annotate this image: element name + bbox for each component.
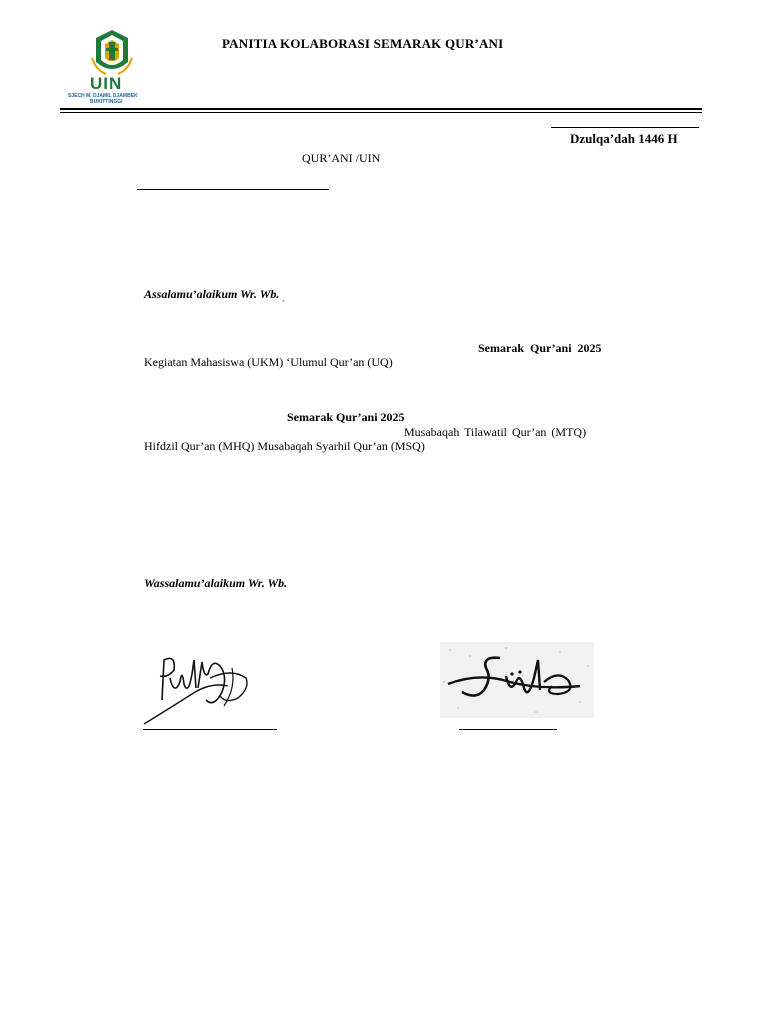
letterhead-rule-thin — [60, 112, 702, 113]
logo-subtitle: SJECH M. DJAMIL DJAMBEK — [68, 93, 138, 99]
paragraph1-event-name: Semarak Qur’ani 2025 — [478, 341, 602, 355]
recipient-underline — [137, 189, 329, 190]
paragraph2-event-name: Semarak Qur’ani 2025 — [287, 410, 405, 424]
handwritten-signature-stamped-icon — [440, 642, 594, 718]
signature-right — [440, 642, 594, 718]
stray-mark: ` — [282, 300, 286, 311]
letterhead-rule-thick — [60, 108, 702, 110]
date-underline — [551, 127, 699, 128]
opening-greeting: Assalamu’alaikum Wr. Wb. — [144, 287, 280, 301]
uin-logo — [62, 28, 162, 104]
paragraph2-competition-mtq: Musabaqah Tilawatil Qur’an (MTQ) — [404, 425, 587, 439]
signature-line-right — [459, 729, 557, 730]
letter-reference: QUR’ANI /UIN — [302, 151, 381, 165]
logo-text: UIN — [90, 74, 123, 93]
paragraph2-competitions-mhq-msq: Hifdzil Qur’an (MHQ) Musabaqah Syarhil Qur’an (MSQ) — [144, 439, 425, 453]
letterhead-title: PANITIA KOLABORASI SEMARAK QUR’ANI — [222, 36, 504, 51]
uin-emblem-icon — [62, 28, 162, 78]
letter-date: Dzulqa’dah 1446 H — [570, 131, 678, 146]
closing-greeting: Wassalamu’alaikum Wr. Wb. — [144, 576, 288, 590]
signature-line-left — [143, 729, 277, 730]
paragraph1-organizer: Kegiatan Mahasiswa (UKM) ‘Ulumul Qur’an (UQ) — [144, 355, 393, 369]
handwritten-signature-icon — [140, 648, 260, 728]
signature-left — [140, 648, 260, 728]
logo-subtitle-city: BUKITTINGGI — [90, 99, 123, 105]
